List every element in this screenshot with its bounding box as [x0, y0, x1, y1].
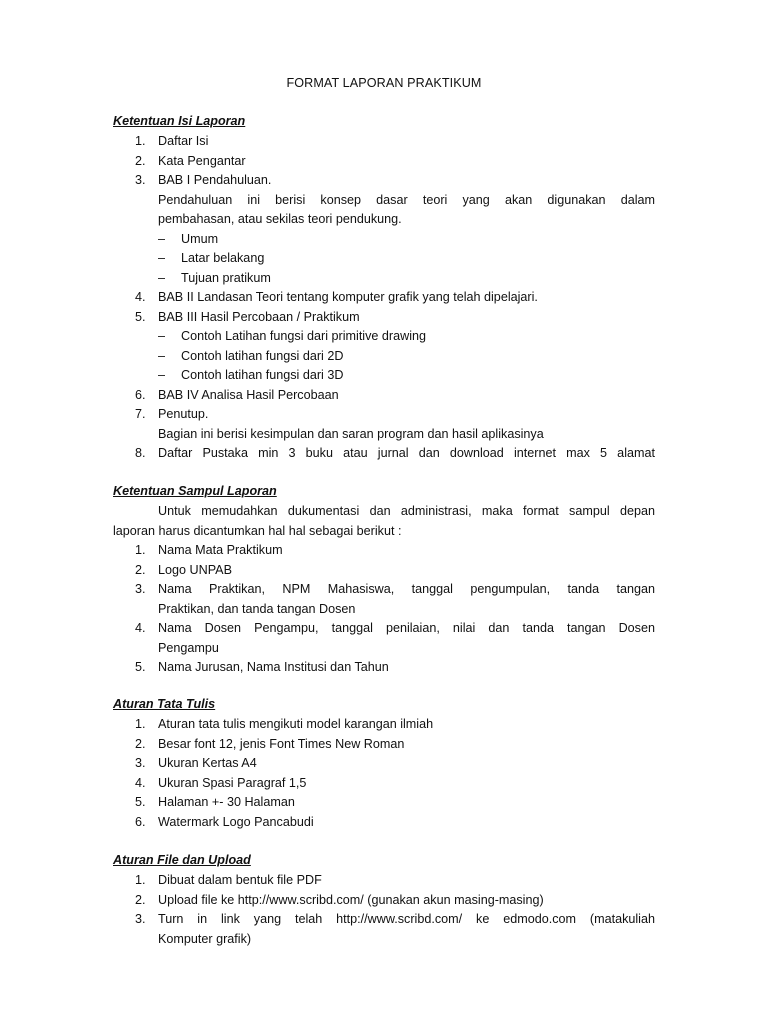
item-text: Nama Praktikan, NPM Mahasiswa, tanggal pengumpulan, tanda tangan — [158, 582, 655, 596]
list-item — [0, 231, 768, 247]
item-text: Logo UNPAB — [158, 562, 232, 577]
item-number: 3. — [135, 582, 146, 596]
list-item — [0, 328, 768, 344]
item-continuation: Bagian ini berisi kesimpulan dan saran program dan hasil aplikasinya — [158, 426, 544, 441]
intro-line-1: Untuk memudahkan dukumentasi dan administrasi, maka format sampul depan — [158, 504, 655, 518]
item-number: 2. — [135, 892, 146, 907]
heading-ketentuan-isi: Ketentuan Isi Laporan — [113, 114, 246, 128]
item-number: 1. — [135, 873, 146, 887]
item-number: 2. — [135, 562, 146, 577]
subitem-text: Contoh latihan fungsi dari 3D — [181, 368, 344, 382]
item-text: Nama Dosen Pengampu, tanggal penilaian, nilai dan tanda tangan Dosen — [158, 621, 655, 635]
subitem-text: Tujuan pratikum — [181, 270, 271, 285]
document-title: FORMAT LAPORAN PRAKTIKUM — [286, 76, 482, 90]
item-text: Besar font 12, jenis Font Times New Roman — [158, 736, 405, 751]
subitem-text: Latar belakang — [181, 251, 265, 265]
item-text: Daftar Pustaka min 3 buku atau jurnal dan download internet max 5 alamat — [158, 446, 655, 460]
heading-ketentuan-sampul: Ketentuan Sampul Laporan — [113, 484, 277, 498]
item-continuation: Pengampu — [158, 640, 219, 655]
item-number: 4. — [135, 290, 146, 304]
list-item — [0, 133, 768, 149]
item-number: 6. — [135, 814, 146, 829]
list-item — [0, 775, 768, 791]
list-item — [0, 153, 768, 169]
item-text: Turn in link yang telah http://www.scribd.com/ ke edmodo.com (matakuliah — [158, 912, 655, 926]
subitem-text: Contoh latihan fungsi dari 2D — [181, 348, 344, 363]
subitem-text: Contoh Latihan fungsi dari primitive drawing — [181, 329, 427, 343]
item-text: Aturan tata tulis mengikuti model karangan ilmiah — [158, 717, 434, 731]
item-text: Ukuran Spasi Paragraf 1,5 — [158, 775, 307, 790]
item-text: Dibuat dalam bentuk file PDF — [158, 873, 322, 887]
dash-bullet: – — [158, 329, 166, 343]
item-continuation: Komputer grafik) — [158, 931, 252, 946]
item-number: 6. — [135, 387, 146, 402]
list-item — [0, 659, 768, 675]
list-item — [0, 426, 768, 442]
list-item — [0, 581, 768, 597]
item-number: 7. — [135, 407, 146, 421]
subitem-text: Umum — [181, 231, 219, 246]
item-number: 5. — [135, 309, 146, 324]
dash-bullet: – — [158, 348, 166, 363]
item-number: 1. — [135, 717, 146, 731]
list-item — [0, 814, 768, 830]
item-text: Watermark Logo Pancabudi — [158, 814, 314, 829]
list-item — [0, 172, 768, 188]
dash-bullet: – — [158, 231, 166, 246]
list-item — [0, 562, 768, 578]
list-item — [0, 736, 768, 752]
item-number: 3. — [135, 912, 146, 926]
item-continuation: Pendahuluan ini berisi konsep dasar teori yang akan digunakan dalam — [158, 192, 655, 207]
item-number: 1. — [135, 134, 146, 148]
list-item — [0, 542, 768, 558]
list-item — [0, 367, 768, 383]
intro-line-2: laporan harus dicantumkan hal hal sebagai berikut : — [113, 523, 402, 538]
item-text: Upload file ke http://www.scribd.com/ (gunakan akun masing-masing) — [158, 892, 544, 907]
item-text: BAB IV Analisa Hasil Percobaan — [158, 387, 339, 402]
item-text: BAB III Hasil Percobaan / Praktikum — [158, 309, 360, 324]
dash-bullet: – — [158, 368, 166, 382]
list-item — [0, 911, 768, 927]
list-item — [0, 348, 768, 364]
list-item — [0, 211, 768, 227]
list-item — [0, 250, 768, 266]
item-number: 3. — [135, 173, 146, 187]
list-item — [0, 794, 768, 810]
item-text: BAB I Pendahuluan. — [158, 173, 272, 187]
item-continuation: pembahasan, atau sekilas teori pendukung. — [158, 212, 402, 226]
item-text: Halaman +- 30 Halaman — [158, 795, 295, 809]
item-number: 1. — [135, 543, 146, 557]
item-number: 5. — [135, 660, 146, 674]
list-item — [0, 755, 768, 771]
item-text: Kata Pengantar — [158, 153, 246, 168]
dash-bullet: – — [158, 270, 166, 285]
item-continuation: Praktikan, dan tanda tangan Dosen — [158, 601, 356, 616]
list-item — [0, 406, 768, 422]
list-item — [0, 387, 768, 403]
item-number: 2. — [135, 153, 146, 168]
list-item — [0, 892, 768, 908]
item-number: 2. — [135, 736, 146, 751]
dash-bullet: – — [158, 251, 166, 265]
list-item — [0, 270, 768, 286]
list-item — [0, 192, 768, 208]
list-item — [0, 931, 768, 947]
item-number: 8. — [135, 446, 146, 460]
item-text: Ukuran Kertas A4 — [158, 756, 257, 770]
heading-tata-tulis: Aturan Tata Tulis — [113, 697, 216, 711]
item-number: 4. — [135, 775, 146, 790]
heading-file-upload: Aturan File dan Upload — [113, 853, 251, 867]
item-text: Nama Jurusan, Nama Institusi dan Tahun — [158, 660, 389, 674]
list-item — [0, 620, 768, 636]
item-number: 3. — [135, 756, 146, 770]
list-item — [0, 872, 768, 888]
list-item — [0, 601, 768, 617]
item-number: 4. — [135, 621, 146, 635]
item-number: 5. — [135, 795, 146, 809]
list-item — [0, 309, 768, 325]
item-text: BAB II Landasan Teori tentang komputer grafik yang telah dipelajari. — [158, 290, 538, 304]
item-text: Penutup. — [158, 407, 209, 421]
list-item — [0, 640, 768, 656]
list-item — [0, 716, 768, 732]
list-item — [0, 445, 768, 461]
item-text: Daftar Isi — [158, 134, 209, 148]
intro-paragraph — [113, 502, 655, 541]
list-item — [0, 289, 768, 305]
item-text: Nama Mata Praktikum — [158, 543, 283, 557]
